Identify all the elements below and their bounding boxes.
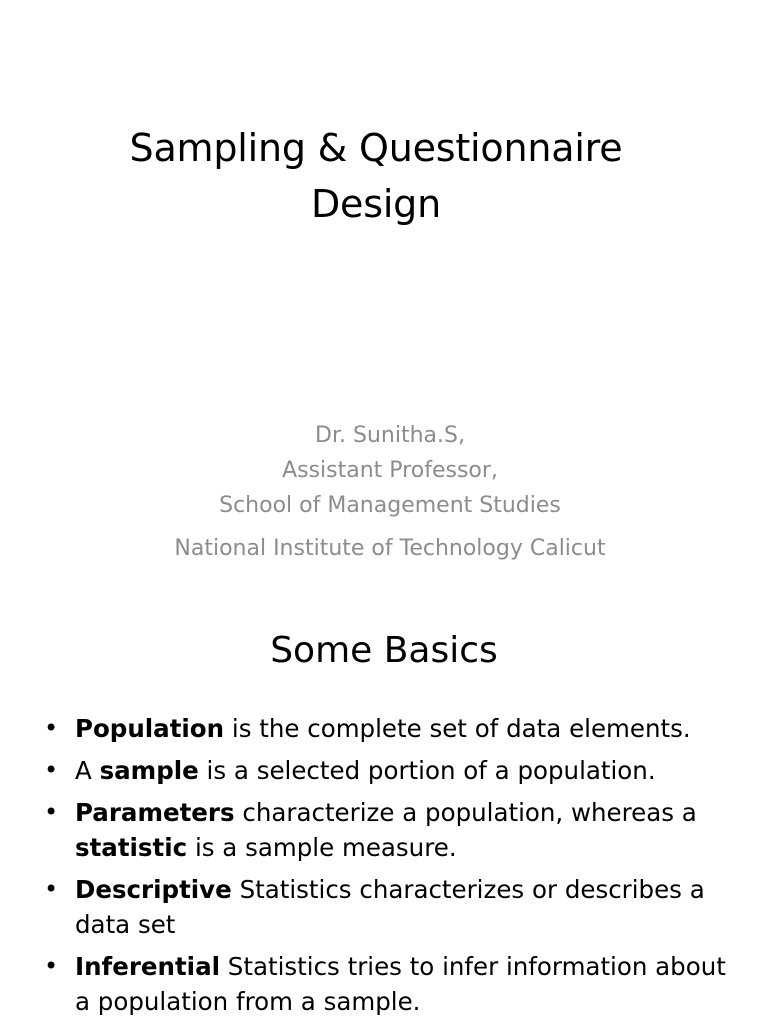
basics-slide bbox=[0, 576, 768, 1024]
bullet-text: is a sample measure. bbox=[187, 833, 457, 862]
term-inferential: Inferential bbox=[75, 952, 221, 981]
term-population: Population bbox=[75, 714, 225, 743]
bullet-text: Statistics characterizes or describes a data set bbox=[75, 875, 705, 939]
bullet-item-inferential bbox=[40, 949, 730, 1019]
author-position: Assistant Professor, bbox=[282, 458, 498, 483]
author-institute: National Institute of Technology Calicut bbox=[174, 536, 606, 561]
bullet-item-parameters bbox=[40, 795, 730, 865]
slide-title-line-1: Sampling & Questionnaire bbox=[129, 126, 623, 170]
slide-title-line-2: Design bbox=[310, 182, 441, 226]
bullet-text: Statistics tries to infer information about a population from a sample. bbox=[75, 952, 726, 1016]
term-parameters: Parameters bbox=[75, 798, 235, 827]
basics-heading: Some Basics bbox=[270, 630, 498, 671]
term-descriptive: Descriptive bbox=[75, 875, 232, 904]
bullet-dot-icon: • bbox=[44, 756, 59, 784]
basics-bullet-list bbox=[40, 711, 730, 1026]
bullet-text: is the complete set of data elements. bbox=[224, 714, 691, 743]
author-name: Dr. Sunitha.S, bbox=[315, 423, 465, 448]
term-statistic: statistic bbox=[75, 833, 188, 862]
bullet-dot-icon: • bbox=[44, 714, 59, 742]
slide-subtitle bbox=[80, 418, 700, 566]
bullet-dot-icon: • bbox=[44, 798, 59, 826]
bullet-dot-icon: • bbox=[44, 952, 59, 980]
bullet-item-descriptive bbox=[40, 872, 730, 942]
bullet-text: characterize a population, whereas a bbox=[234, 798, 697, 827]
bullet-text: A bbox=[75, 756, 100, 785]
slide-title bbox=[70, 120, 682, 232]
bullet-dot-icon: • bbox=[44, 875, 59, 903]
bullet-item-population bbox=[40, 711, 730, 746]
author-school: School of Management Studies bbox=[219, 493, 561, 518]
bullet-text: is a selected portion of a population. bbox=[198, 756, 656, 785]
term-sample: sample bbox=[99, 756, 199, 785]
bullet-item-sample bbox=[40, 753, 730, 788]
